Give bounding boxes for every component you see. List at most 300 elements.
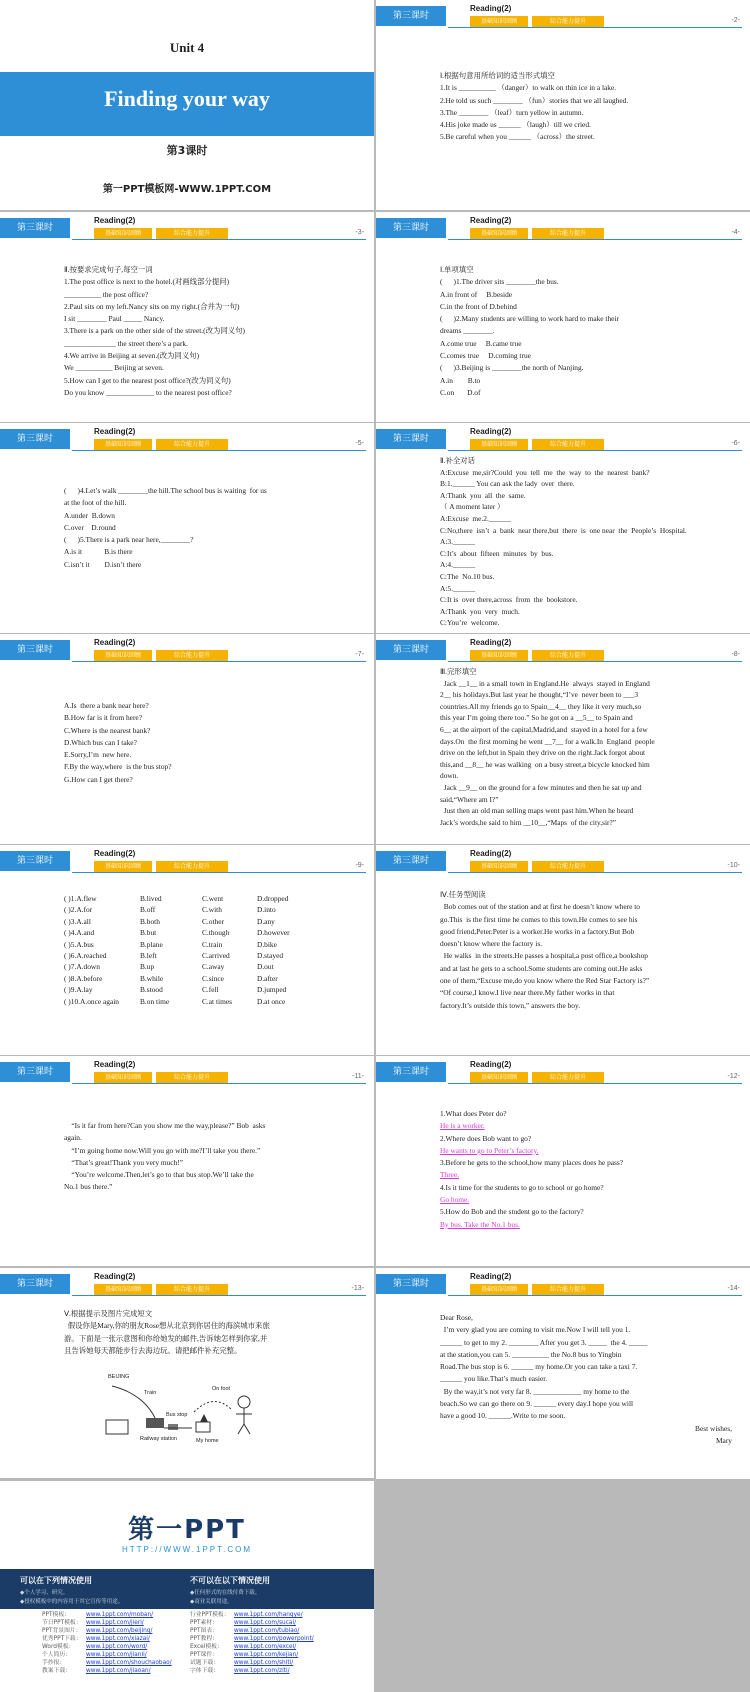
text-line: B.How far is it from here? (64, 713, 142, 723)
text-line: days.On the first morning he went __7__ for a walk.In England people (440, 736, 655, 746)
text-line: ( )3.Beijing is ________the north of Nanjing. (440, 363, 584, 373)
text-line: ( )2.Many students are willing to work hard to make their (440, 314, 619, 324)
page-number: -8- (731, 651, 740, 658)
resource-link[interactable]: www.1ppt.com/jieri/ (86, 1620, 144, 1626)
question: 4.Is it time for the students to go to school or go home? (440, 1182, 604, 1192)
resource-link[interactable]: www.1ppt.com/hangye/ (234, 1612, 303, 1618)
table-row (64, 973, 364, 984)
text-line: 2.Paul sits on my left.Nancy sits on my right.(合并为一句) (64, 301, 240, 311)
reading-label: Reading(2) (470, 216, 512, 225)
option-cell: C.other (202, 916, 224, 926)
text-line: go.This is the first time he comes to this town.He comes to see his (440, 914, 638, 924)
slide-header (0, 1056, 374, 1086)
slide-2 (376, 0, 750, 210)
option-cell: ( )10.A.once again (64, 996, 119, 1006)
option-cell: D.dropped (257, 894, 289, 903)
link-label: 教案下载： (42, 1668, 71, 1674)
text-line: 3.There is a park on the other side of the street.(改为同义句) (64, 326, 246, 336)
ability-tab[interactable]: 综合能力提升 (156, 650, 228, 661)
reading-label: Reading(2) (94, 638, 136, 647)
text-line: Ⅱ.补全对话 (440, 456, 476, 465)
link-row (42, 1651, 172, 1659)
resource-link[interactable]: www.1ppt.com/powerpoint/ (234, 1636, 314, 1642)
text-line: ______ to get to my 2. ________ After you get 3. _____ the 4. _____ (440, 1337, 648, 1347)
slide-13 (0, 1268, 374, 1478)
map-label: My home (196, 1438, 219, 1444)
resource-link[interactable]: www.1ppt.com/moban/ (86, 1612, 154, 1618)
closing: Best wishes, (695, 1423, 732, 1433)
slide-12 (376, 1056, 750, 1266)
link-row (190, 1659, 314, 1667)
text-line: __________ the post office? (64, 289, 149, 299)
text-line: this year I’m going there too.” So he got on a __5__ to Spain and (440, 713, 633, 723)
table-row (64, 950, 364, 961)
text-line: 4.We arrive in Beijing at seven.(改为同义句) (64, 351, 200, 361)
option-cell: B.but (140, 928, 157, 938)
header-divider (448, 872, 742, 873)
option-cell: C.with (202, 905, 222, 915)
ability-tab[interactable]: 综合能力提升 (156, 228, 228, 239)
ability-tab[interactable]: 综合能力提升 (532, 1284, 604, 1295)
slide-header (0, 845, 374, 875)
lesson-label: 第3课时 (166, 144, 208, 157)
lesson-tag: 第三课时 (0, 1062, 70, 1082)
text-line: Bob comes out of the station and at first he doesn’t know where to (440, 902, 640, 912)
slide-7 (0, 634, 374, 844)
slide-14 (376, 1268, 750, 1479)
link-label: PPT教程： (190, 1636, 218, 1642)
option-cell: D.into (257, 905, 276, 915)
lesson-tag: 第三课时 (376, 1062, 446, 1082)
option-cell: ( )4.A.and (64, 928, 95, 938)
text-line: A:Excuse me,sir?Could you tell me the way to the nearest bank? (440, 467, 650, 477)
text-line: C.isn’t it D.isn’t there (64, 559, 142, 569)
text-line: Jack __9__ on the ground for a few minutes and then he sat up and (440, 782, 642, 792)
option-cell: C.fell (202, 985, 219, 995)
table-row (64, 893, 364, 904)
cover-title: Finding your way (104, 86, 270, 111)
option-cell: D.bike (257, 939, 277, 949)
lesson-tag: 第三课时 (376, 640, 446, 660)
option-cell: D.any (257, 916, 275, 926)
slide-header (376, 212, 750, 242)
basic-review-tab[interactable]: 基础知识回顾 (470, 1284, 528, 1295)
slide-header (0, 212, 374, 242)
slide-header (0, 634, 374, 664)
slide-3 (0, 212, 374, 422)
page-number: -6- (731, 440, 740, 447)
text-line: C:You’re welcome. (440, 618, 500, 628)
ability-tab[interactable]: 综合能力提升 (532, 228, 604, 239)
text-line: one of them,“Excuse me,do you know where the Red Star Factory is?” (440, 976, 650, 986)
text-line: “I’m going home now.Will you go with me?I’ll take you there.” (64, 1145, 261, 1155)
header-divider (448, 450, 742, 451)
link-label: 行业PPT模板： (190, 1612, 230, 1618)
option-cell: C.at times (202, 996, 232, 1006)
answer: He wants to go to Peter’s factory. (440, 1145, 539, 1155)
link-label: 字体下载： (190, 1668, 219, 1674)
answer: He is a worker. (440, 1121, 485, 1131)
slide-8 (376, 634, 750, 844)
text-line: drive on the left,but in Spain they drive on the right.Jack forgot about (440, 748, 646, 758)
option-cell: ( )1.A.flew (64, 894, 97, 903)
logo-text: 第一PPT (128, 1515, 246, 1545)
text-line: Road.The bus stop is 6. ______ my home.Or you can take a taxi 7. (440, 1362, 638, 1372)
link-label: 试题下载： (190, 1660, 219, 1666)
text-line: C.comes true D.coming true (440, 351, 531, 361)
ability-tab[interactable]: 综合能力提升 (532, 861, 604, 872)
text-line: down. (440, 771, 459, 781)
option-cell: C.train (202, 939, 223, 949)
text-line: A:5.______ (440, 583, 476, 593)
text-line: G.How can I get there? (64, 774, 133, 784)
text-line: A.come true B.came true (440, 338, 522, 348)
resource-link[interactable]: www.1ppt.com/kejian/ (234, 1652, 299, 1658)
header-divider (448, 1083, 742, 1084)
can-use-title: 可以在下列情况使用 (20, 1576, 92, 1585)
ability-tab[interactable]: 综合能力提升 (532, 16, 604, 27)
page-number: -12- (727, 1073, 740, 1080)
text-line: countries.All my friends go to Spain__4__ they like it very much,so (440, 701, 642, 711)
text-line: A:Thank you all the same. (440, 490, 526, 500)
text-line: A:Excuse me.2.______ (440, 513, 512, 523)
link-row (42, 1611, 172, 1619)
link-row (42, 1643, 172, 1651)
text-line: C.over D.round (64, 522, 116, 532)
link-row (42, 1635, 172, 1643)
link-label: PPT素材： (190, 1620, 218, 1626)
text-line: C.on D.of (440, 387, 481, 397)
header-divider (448, 239, 742, 240)
slide-text (440, 666, 736, 828)
lesson-tag: 第三课时 (0, 851, 70, 871)
slide-text (440, 70, 736, 144)
text-line: Ⅰ.单项填空 (440, 265, 474, 274)
ability-tab[interactable]: 综合能力提升 (532, 439, 604, 450)
page-number: -14- (727, 1285, 740, 1292)
reading-label: Reading(2) (94, 427, 136, 436)
table-row (64, 996, 364, 1007)
resource-link[interactable]: www.1ppt.com/jianli/ (86, 1652, 147, 1658)
text-line: Ⅰ.根据句意用所给词的适当形式填空 (440, 71, 555, 80)
text-line: C:No,there isn’t a bank near there,but there is one near the People’s Hospital. (440, 525, 687, 535)
link-label: PPT图表： (190, 1628, 218, 1634)
option-cell: C.away (202, 962, 225, 972)
option-cell: C.arrived (202, 951, 230, 961)
reading-label: Reading(2) (94, 1060, 136, 1069)
basic-review-tab[interactable]: 基础知识回顾 (94, 1284, 152, 1295)
cannot-use-title: 不可以在以下情况使用 (190, 1576, 270, 1585)
text-line: No.1 bus there.” (64, 1182, 113, 1192)
reading-label: Reading(2) (470, 1060, 512, 1069)
question: 2.Where does Bob want to go? (440, 1133, 532, 1143)
slide-text (440, 889, 736, 1012)
resource-link[interactable]: www.1ppt.com/jiaoan/ (86, 1668, 151, 1674)
basic-review-tab[interactable]: 基础知识回顾 (470, 228, 528, 239)
option-cell: B.left (140, 951, 157, 961)
header-divider (72, 661, 366, 662)
link-row (190, 1619, 314, 1627)
text-line: 且告诉她每天都能步行去海边玩。请把邮件补充完整。 (64, 1345, 242, 1355)
text-line: C:The No.10 bus. (440, 571, 495, 581)
slide-header (0, 1268, 374, 1298)
option-cell: D.jumped (257, 985, 287, 995)
option-cell: ( )6.A.reached (64, 951, 107, 961)
text-line: Jack’s words,he said to him __10__,“Maps of the city,sir?” (440, 817, 617, 827)
ability-tab[interactable]: 综合能力提升 (156, 439, 228, 450)
slide-text (440, 1312, 736, 1447)
basic-review-tab[interactable]: 基础知识回顾 (94, 439, 152, 450)
text-line: 6__ at the airport of the capital,Madrid,and stayed in a hotel for a few (440, 724, 648, 734)
footer-slide (0, 1481, 374, 1692)
map-label: Bus stop (166, 1412, 188, 1418)
page-number: -2- (731, 17, 740, 24)
right-links (190, 1611, 314, 1675)
text-line: Just then an old man selling maps went past him.When he heard (440, 806, 634, 816)
option-cell: ( )2.A.for (64, 905, 93, 915)
answer: Three. (440, 1170, 460, 1180)
link-row (190, 1651, 314, 1659)
text-line: at the foot of the hill. (64, 498, 127, 508)
page-number: -5- (355, 440, 364, 447)
question: 1.What does Peter do? (440, 1109, 507, 1118)
cannot-use-1: ◆任何形式的在线付费下载。 (190, 1590, 261, 1596)
lesson-tag: 第三课时 (0, 429, 70, 449)
text-line: ( )5.There is a park near here,________? (64, 535, 194, 545)
option-cell: C.though (202, 928, 230, 938)
can-use-1: ◆个人学习、研究。 (20, 1590, 69, 1596)
text-line: A.under B.down (64, 510, 115, 520)
basic-review-tab[interactable]: 基础知识回顾 (94, 1072, 152, 1083)
text-line: 1.The post office is next to the hotel.(对画线部分提问) (64, 277, 230, 287)
option-cell: C.went (202, 894, 224, 903)
link-row (190, 1611, 314, 1619)
header-divider (448, 661, 742, 662)
text-line: dreams ________. (440, 326, 495, 336)
table-row (64, 927, 364, 938)
text-line: 5.How can I get to the nearest post office?(改为同义句) (64, 375, 231, 385)
link-label: 手抄报： (42, 1660, 66, 1666)
resource-link[interactable]: www.1ppt.com/excel/ (234, 1644, 297, 1650)
text-line: “That’s great!Thank you very much!” (64, 1157, 184, 1167)
slide-header (376, 845, 750, 875)
text-line: B:1.______ You can ask the lady over there. (440, 479, 575, 489)
link-label: 节日PPT模板： (42, 1620, 82, 1626)
link-label: 优秀PPT下载： (42, 1636, 82, 1642)
text-line: ( )4.Let’s walk ________the hill.The school bus is waiting for us (64, 486, 267, 495)
page-number: -4- (731, 229, 740, 236)
ability-tab[interactable]: 综合能力提升 (156, 861, 228, 872)
text-line: E.Sorry,I’m new here. (64, 750, 132, 760)
reading-label: Reading(2) (470, 1272, 512, 1281)
options-table (64, 893, 364, 1007)
slide-text (64, 700, 360, 786)
text-line: “You’re welcome.Then,let’s go to that bus stop.We’ll take the (64, 1170, 254, 1180)
text-line: 5.Be careful when you ______ （across）the street. (440, 132, 595, 142)
table-row (64, 961, 364, 972)
text-line: A:3.______ (440, 537, 476, 547)
option-cell: C.since (202, 973, 224, 983)
option-cell: ( )8.A.before (64, 973, 103, 983)
basic-review-tab[interactable]: 基础知识回顾 (94, 861, 152, 872)
table-row (64, 904, 364, 915)
basic-review-tab[interactable]: 基础知识回顾 (470, 650, 528, 661)
text-line: A.in front of B.beside (440, 289, 513, 299)
slide-text (440, 264, 736, 399)
option-cell: D.at once (257, 996, 286, 1006)
text-line: I sit ________ Paul _____ Nancy. (64, 314, 165, 324)
text-line: D.Which bus can I take? (64, 737, 137, 747)
page-number: -11- (352, 1073, 364, 1080)
text-line: A.Is there a bank near here? (64, 701, 149, 710)
basic-review-tab[interactable]: 基础知识回顾 (470, 1072, 528, 1083)
link-label: PPT模板： (42, 1612, 70, 1618)
slide-text (440, 455, 736, 629)
ability-tab[interactable]: 综合能力提升 (532, 650, 604, 661)
slide-text (64, 485, 360, 571)
map-label: Train (144, 1390, 157, 1396)
slide-10 (376, 845, 750, 1055)
ability-tab[interactable]: 综合能力提升 (156, 1284, 228, 1295)
table-row (64, 916, 364, 927)
text-line: C.in the front of D.behind (440, 301, 517, 311)
logo-url: HTTP://WWW.1PPT.COM (122, 1545, 252, 1554)
link-row (42, 1667, 172, 1675)
question: 3.Before he gets to the school,how many places does he pass? (440, 1158, 624, 1168)
text-line: ______________ the street there’s a park. (64, 338, 188, 348)
text-line: 4.His joke made us ______ （laugh）till we cried. (440, 120, 591, 130)
resource-link[interactable]: www.1ppt.com/tubiao/ (234, 1628, 300, 1634)
link-label: Word模板： (42, 1644, 75, 1650)
reading-label: Reading(2) (94, 849, 136, 858)
text-line: Ⅲ.完形填空 (440, 667, 477, 676)
reading-label: Reading(2) (94, 1272, 136, 1281)
option-cell: B.stood (140, 985, 163, 995)
text-line: A:4.______ (440, 560, 476, 570)
text-line: this,and __8__ he was walking on a busy street,a bicycle knocked him (440, 759, 650, 769)
lesson-tag: 第三课时 (376, 429, 446, 449)
lesson-tag: 第三课时 (376, 218, 446, 238)
slide-text (64, 1120, 360, 1194)
map-label: BEIJING (108, 1374, 130, 1380)
reading-label: Reading(2) (470, 4, 512, 13)
answer: By bus. Take the No.1 bus. (440, 1219, 520, 1229)
basic-review-tab[interactable]: 基础知识回顾 (94, 650, 152, 661)
resource-link[interactable]: www.1ppt.com/word/ (86, 1644, 148, 1650)
text-line: beach.So we can go there on 9. ______ every day.I hope you will (440, 1399, 634, 1409)
text-line: I’m very glad you are coming to visit me.Now I will tell you 1. (440, 1325, 631, 1335)
text-line: C.Where is the nearest bank? (64, 725, 151, 735)
resource-link[interactable]: www.1ppt.com/xiazai/ (86, 1636, 150, 1642)
lesson-tag: 第三课时 (376, 1274, 446, 1294)
page-number: -10- (727, 862, 740, 869)
table-row (64, 939, 364, 950)
text-line: at the station,you can 5. __________ the No.8 bus to Yingbin (440, 1349, 622, 1359)
option-cell: D.out (257, 962, 274, 972)
usage-band (0, 1569, 374, 1609)
lesson-tag: 第三课时 (0, 1274, 70, 1294)
text-line: “Is it far from here?Can you show me the way,please?” Bob asks (64, 1121, 266, 1130)
option-cell: D.however (257, 928, 290, 938)
route-drawing (104, 1372, 274, 1448)
header-divider (72, 1295, 366, 1296)
option-cell: ( )3.A.all (64, 916, 91, 926)
header-divider (72, 239, 366, 240)
ability-tab[interactable]: 综合能力提升 (532, 1072, 604, 1083)
option-cell: B.both (140, 916, 160, 926)
basic-review-tab[interactable]: 基础知识回顾 (470, 439, 528, 450)
link-row (190, 1627, 314, 1635)
resource-link[interactable]: www.1ppt.com/shouchaobao/ (86, 1660, 172, 1666)
text-line: factory.It’s outside this town,” answers the boy. (440, 1000, 581, 1010)
text-line: C:It is over there,across from the bookstore. (440, 595, 578, 605)
slide-text (64, 1308, 360, 1357)
table-row (64, 984, 364, 995)
brand-logo (0, 1509, 374, 1546)
slide-11 (0, 1056, 374, 1266)
basic-review-tab[interactable]: 基础知识回顾 (94, 228, 152, 239)
link-row (42, 1619, 172, 1627)
text-line: A:Thank you very much. (440, 606, 520, 616)
text-line: Dear Rose, (440, 1313, 473, 1322)
basic-review-tab[interactable]: 基础知识回顾 (470, 861, 528, 872)
basic-review-tab[interactable]: 基础知识回顾 (470, 16, 528, 27)
slide-text (64, 264, 360, 399)
ability-tab[interactable]: 综合能力提升 (156, 1072, 228, 1083)
can-use-2: ◆授权模板中的内容用于其它宣传等用途。 (20, 1599, 124, 1605)
resource-link[interactable]: www.1ppt.com/beijing/ (86, 1628, 153, 1634)
text-line: （ A moment later ） (440, 502, 505, 512)
qa-list (440, 1108, 736, 1231)
lesson-tag: 第三课时 (0, 218, 70, 238)
text-line: Jack __1__ in a small town in England.He always stayed in England (440, 678, 650, 688)
answer: Go home. (440, 1195, 470, 1205)
resource-link[interactable]: www.1ppt.com/shiti/ (234, 1660, 294, 1666)
text-line: and at last he gets to a school.Some students are coming out.He asks (440, 963, 643, 973)
text-line: doesn’t know where the factory is. (440, 939, 543, 949)
map-label: On foot (212, 1386, 231, 1392)
slide-5 (0, 423, 374, 633)
link-label: PPT课件： (190, 1652, 218, 1658)
page-number: -9- (355, 862, 364, 869)
text-line: C:It’s about fifteen minutes by bus. (440, 548, 554, 558)
text-line: 2__ his holidays.But last year he thought,“I’ve never been to ___3 (440, 690, 639, 700)
text-line: ______ you like.That’s much easier. (440, 1374, 548, 1384)
slide-4 (376, 212, 750, 422)
text-line: F.By the way,where is the bus stop? (64, 762, 172, 772)
left-links (42, 1611, 172, 1675)
slide-header (376, 423, 750, 453)
text-line: By the way,it’s not very far 8. _____________ my home to the (440, 1386, 630, 1396)
cover-slide (0, 0, 374, 210)
text-line: A.is it B.is there (64, 547, 133, 557)
page-number: -3- (355, 229, 364, 236)
lesson-tag: 第三课时 (376, 6, 446, 26)
resource-link[interactable]: www.1ppt.com/sucai/ (234, 1620, 297, 1626)
text-line: ( )1.The driver sits ________the bus. (440, 277, 559, 287)
header-divider (72, 1083, 366, 1084)
resource-link[interactable]: www.1ppt.com/ziti/ (234, 1668, 290, 1674)
text-line: He walks in the streets.He passes a hospital,a post office,a bookshop (440, 951, 648, 961)
text-line: 3.The ________ （leaf）turn yellow in autumn. (440, 107, 584, 117)
text-line: 1.It is __________ （danger）to walk on thin ice in a lake. (440, 83, 617, 93)
text-line: said,“Where am I?” (440, 794, 499, 804)
route-map (104, 1372, 274, 1448)
option-cell: B.on time (140, 996, 170, 1006)
lesson-tag: 第三课时 (376, 851, 446, 871)
option-cell: B.up (140, 962, 155, 972)
option-cell: B.plane (140, 939, 163, 949)
